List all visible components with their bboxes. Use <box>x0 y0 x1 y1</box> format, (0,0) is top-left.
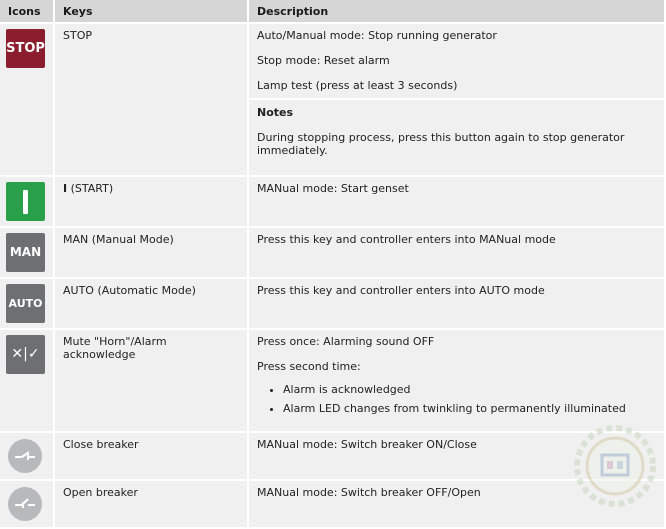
mute-bullet-list <box>257 383 656 415</box>
table-row <box>0 278 665 329</box>
description-cell: MANual mode: Start genset <box>248 176 665 227</box>
close-breaker-icon[interactable] <box>8 439 42 473</box>
open-breaker-icon[interactable] <box>8 487 42 521</box>
description-cell: Press this key and controller enters into MANual mode <box>248 227 665 278</box>
key-cell: Mute "Horn"/Alarm acknowledge <box>54 329 248 432</box>
description-line: Stop mode: Reset alarm <box>257 54 390 67</box>
stop-key-icon[interactable] <box>6 29 45 68</box>
stop-notes <box>249 100 664 163</box>
stop-description <box>249 29 664 100</box>
icon-cell <box>0 480 54 528</box>
notes-title: Notes <box>257 106 294 119</box>
table-row <box>0 480 665 528</box>
icon-cell <box>0 176 54 227</box>
start-bar-icon <box>23 190 28 214</box>
icon-cell <box>0 432 54 480</box>
mute-key-icon[interactable] <box>6 335 45 374</box>
icon-cell <box>0 227 54 278</box>
key-cell: MAN (Manual Mode) <box>54 227 248 278</box>
key-cell: Open breaker <box>54 480 248 528</box>
description-cell <box>248 329 665 432</box>
man-key-icon[interactable] <box>6 233 45 272</box>
key-cell <box>54 176 248 227</box>
auto-icon-label: AUTO <box>8 297 43 310</box>
icon-cell <box>0 278 54 329</box>
table-row <box>0 329 665 432</box>
header-keys: Keys <box>54 0 248 23</box>
description-line: Press second time: <box>257 360 361 373</box>
description-cell: MANual mode: Switch breaker OFF/Open <box>248 480 665 528</box>
stop-icon-label: STOP <box>6 41 45 56</box>
description-line: Press once: Alarming sound OFF <box>257 335 435 348</box>
header-description: Description <box>248 0 665 23</box>
description-line: Auto/Manual mode: Stop running generator <box>257 29 497 42</box>
breaker-close-symbol-icon <box>14 449 36 463</box>
breaker-open-symbol-icon <box>14 497 36 511</box>
description-cell: MANual mode: Switch breaker ON/Close <box>248 432 665 480</box>
auto-key-icon[interactable] <box>6 284 45 323</box>
key-cell: Close breaker <box>54 432 248 480</box>
list-item: • Alarm is acknowledged <box>283 383 656 396</box>
description-cell <box>248 23 665 176</box>
description-cell: Press this key and controller enters into AUTO mode <box>248 278 665 329</box>
gear-watermark-icon <box>574 425 656 507</box>
table-row <box>0 227 665 278</box>
table-row <box>0 432 665 480</box>
table-row <box>0 176 665 227</box>
start-key-bold: I <box>63 182 68 195</box>
icon-cell <box>0 329 54 432</box>
key-cell: STOP <box>54 23 248 176</box>
mute-icon-label: ✕|✓ <box>11 346 40 362</box>
key-cell: AUTO (Automatic Mode) <box>54 278 248 329</box>
table-row <box>0 23 665 176</box>
start-key-rest: (START) <box>67 182 114 195</box>
man-icon-label: MAN <box>9 245 42 259</box>
header-icons: Icons <box>0 0 54 23</box>
list-item: • Alarm LED changes from twinkling to permanently illuminated <box>283 402 656 415</box>
notes-text: During stopping process, press this button again to stop generator immediately. <box>257 131 625 157</box>
description-line: Lamp test (press at least 3 seconds) <box>257 79 458 92</box>
table-header <box>0 0 665 23</box>
start-key-icon[interactable] <box>6 182 45 221</box>
icon-cell <box>0 23 54 176</box>
